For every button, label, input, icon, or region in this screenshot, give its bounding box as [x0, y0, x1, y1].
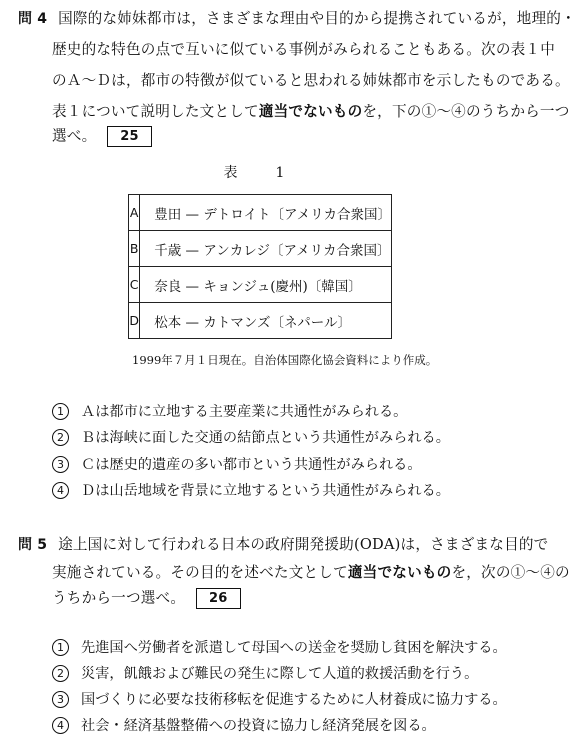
q5-text-line-1: 途上国に対して行われる日本の政府開発援助(ODA)は，さまざまな目的で — [58, 536, 549, 553]
q5-line-3: うちから一つ選べ。 — [52, 589, 186, 607]
choice-number-icon: 4 — [52, 717, 69, 734]
choice-text: 国づくりに必要な技術移転を促進するために人材養成に協力する。 — [81, 692, 507, 708]
q5-choice-1[interactable] — [52, 638, 507, 658]
q5-text-line-2 — [52, 563, 570, 583]
table-row-key: A — [129, 195, 140, 231]
choice-number-icon: 2 — [52, 665, 69, 682]
q5-emphasis: 適当でないもの — [347, 564, 452, 581]
q4-text-line-4 — [52, 102, 570, 122]
q5-number: 問 5 — [18, 537, 48, 553]
q4-number: 問 4 — [18, 11, 48, 27]
table-row-key: B — [129, 231, 140, 267]
table-title: 表 1 — [223, 165, 297, 181]
q5-line-1 — [18, 535, 548, 555]
table-source-note: 1999年７月１日現在。自治体国際化協会資料により作成。 — [132, 353, 438, 367]
choice-text: Ｂは海峡に面した交通の結節点という共通性がみられる。 — [81, 430, 450, 446]
choice-text: 先進国へ労働者を派遣して母国への送金を奨励し貧困を解決する。 — [81, 640, 507, 656]
table-row-value: 千歳 — アンカレジ〔アメリカ合衆国〕 — [140, 231, 392, 267]
q4-choice-2[interactable] — [52, 428, 450, 448]
choice-text: Ｃは歴史的遺産の多い都市という共通性がみられる。 — [81, 457, 422, 473]
table-row-key: C — [129, 267, 140, 303]
q4-answer-box[interactable]: 25 — [107, 126, 152, 147]
q5-line-2-post: を，次の①～④の — [451, 564, 570, 581]
q4-emphasis: 適当でないもの — [258, 103, 363, 120]
q5-answer-box[interactable]: 26 — [196, 588, 241, 609]
table-row-key: D — [129, 303, 140, 339]
q5-text-line-3 — [52, 588, 241, 609]
q4-text-line-1: 国際的な姉妹都市は，さまざまな理由や目的から提携されているが，地理的・ — [58, 10, 576, 27]
q4-text-line-5 — [52, 126, 152, 147]
table-row-value: 奈良 — キョンジュ(慶州)〔韓国〕 — [140, 267, 392, 303]
choice-number-icon: 1 — [52, 639, 69, 656]
q4-line-4-post: を，下の①～④のうちから一つ — [362, 103, 570, 120]
table-row-value: 松本 — カトマンズ〔ネパール〕 — [140, 303, 392, 339]
q4-line-1 — [18, 9, 576, 29]
q5-choice-3[interactable] — [52, 690, 507, 710]
choice-number-icon: 2 — [52, 429, 69, 446]
q5-line-2-pre: 実施されている。その目的を述べた文として — [52, 564, 348, 581]
q4-line-5: 選べ。 — [52, 127, 97, 145]
table-row-value: 豊田 — デトロイト〔アメリカ合衆国〕 — [140, 195, 392, 231]
q4-choice-1[interactable] — [52, 402, 407, 422]
q4-text-line-2: 歴史的な特色の点で互いに似ている事例がみられることもある。次の表１中 — [52, 41, 555, 58]
q4-line-4-pre: 表１について説明した文として — [52, 103, 259, 120]
choice-text: 災害，飢餓および難民の発生に際して人道的救援活動を行う。 — [81, 666, 479, 682]
table-row — [129, 267, 392, 303]
choice-text: Ａは都市に立地する主要産業に共通性がみられる。 — [81, 404, 408, 420]
q4-choice-3[interactable] — [52, 455, 422, 475]
q5-choice-2[interactable] — [52, 664, 478, 684]
choice-number-icon: 4 — [52, 482, 69, 499]
q4-text-line-3: のＡ～Ｄは，都市の特徴が似ていると思われる姉妹都市を示したものである。 — [52, 72, 570, 89]
q4-choice-4[interactable] — [52, 481, 450, 501]
choice-text: 社会・経済基盤整備への投資に協力し経済発展を図る。 — [81, 718, 436, 734]
choice-number-icon: 3 — [52, 456, 69, 473]
table-row — [129, 303, 392, 339]
table-row — [129, 195, 392, 231]
sister-cities-table — [128, 194, 392, 339]
choice-number-icon: 3 — [52, 691, 69, 708]
table-row — [129, 231, 392, 267]
choice-text: Ｄは山岳地域を背景に立地するという共通性がみられる。 — [81, 483, 450, 499]
q5-choice-4[interactable] — [52, 716, 436, 736]
choice-number-icon: 1 — [52, 403, 69, 420]
